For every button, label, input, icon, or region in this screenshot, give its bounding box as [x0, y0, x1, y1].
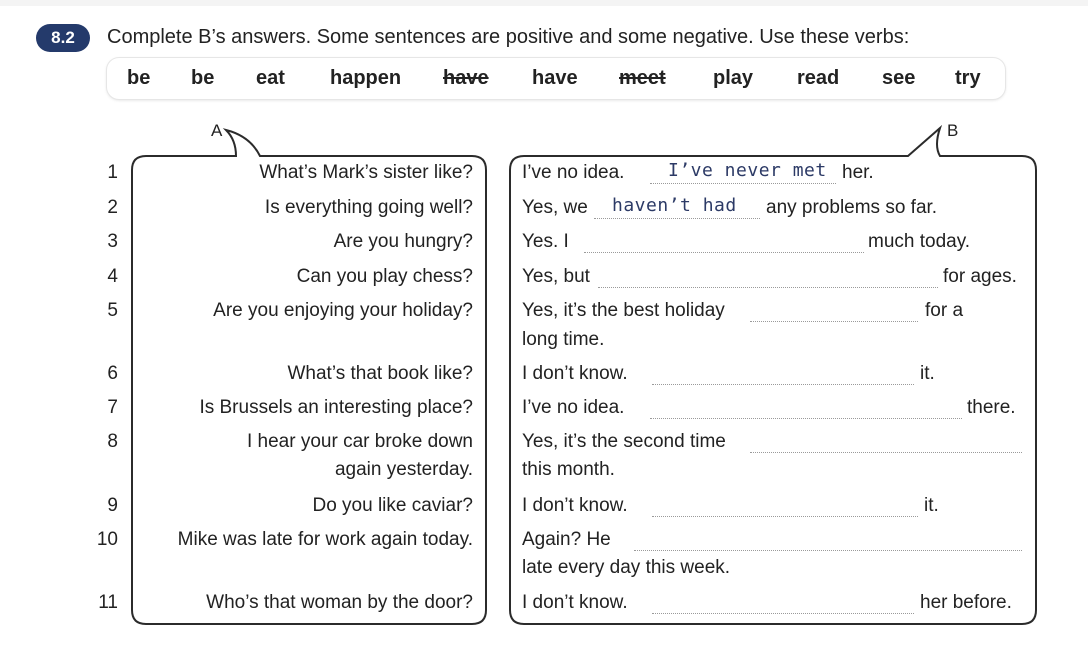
answer-blank	[584, 252, 864, 253]
item-number: 9	[107, 495, 118, 516]
answer-blank	[650, 183, 836, 184]
answer-b-start: Yes, but	[522, 266, 590, 287]
item-number: 11	[98, 592, 118, 613]
answer-blank	[652, 384, 914, 385]
answer-b-end: her before.	[920, 592, 1012, 613]
verb-have: have	[532, 67, 578, 89]
verb-try: try	[955, 67, 981, 89]
answer-blank	[634, 550, 1022, 551]
answer-blank	[750, 321, 918, 322]
item-number: 10	[96, 529, 118, 550]
question-a: Are you enjoying your holiday?	[213, 300, 473, 321]
item-number: 3	[107, 231, 118, 252]
answer-blank	[652, 516, 918, 517]
item-number: 5	[107, 300, 118, 321]
item-number: 8	[107, 431, 118, 452]
answer-b-end: there.	[967, 397, 1016, 418]
answer-b-end: it.	[920, 363, 935, 384]
answer-b-end: for a	[925, 300, 964, 321]
answer-b-start: I don’t know.	[522, 495, 628, 516]
answer-blank	[652, 613, 914, 614]
speaker-b-label: B	[947, 121, 959, 140]
answer-b-line2: long time.	[522, 329, 605, 350]
verb-have-struck: have	[443, 67, 489, 89]
question-a: Do you like caviar?	[312, 495, 473, 516]
item-number: 7	[107, 397, 118, 418]
verb-be-2: be	[191, 67, 215, 89]
answer-b-end: any problems so far.	[766, 197, 938, 218]
speaker-a-label: A	[211, 121, 223, 140]
answer-b-start: I’ve no idea.	[522, 397, 625, 418]
verb-happen: happen	[330, 67, 402, 89]
verb-eat: eat	[256, 67, 285, 89]
handwritten-answer: haven’t had	[612, 195, 737, 216]
question-a: Is everything going well?	[264, 197, 473, 218]
answer-b-end: for ages.	[943, 266, 1017, 287]
item-number: 2	[107, 197, 118, 218]
question-a: Can you play chess?	[296, 266, 473, 287]
answer-b-start: Yes, it’s the second time	[522, 431, 726, 452]
verb-play: play	[713, 67, 754, 89]
exercise-number-badge: 8.2	[36, 24, 90, 52]
answer-b-start: Yes. I	[522, 231, 569, 252]
answer-b-end: much today.	[868, 231, 971, 252]
verb-see: see	[882, 67, 916, 89]
verb-meet-struck: meet	[619, 67, 666, 89]
question-a: Who’s that woman by the door?	[206, 592, 473, 613]
verb-be-1: be	[127, 67, 151, 89]
question-a: Is Brussels an interesting place?	[199, 397, 473, 418]
question-a: What’s that book like?	[287, 363, 473, 384]
handwritten-answer: I’ve never met	[668, 160, 827, 181]
question-a: What’s Mark’s sister like?	[259, 162, 473, 183]
exercise-instruction: Complete B’s answers. Some sentences are positive and some negative. Use these verbs:	[107, 26, 910, 48]
answer-blank	[650, 418, 962, 419]
item-number: 1	[107, 162, 118, 183]
answer-blank	[598, 287, 938, 288]
answer-b-start: I don’t know.	[522, 592, 628, 613]
answer-b-line2: this month.	[522, 459, 615, 480]
answer-b-start: Yes, it’s the best holiday	[522, 300, 725, 321]
answer-b-start: Yes, we	[522, 197, 588, 218]
answer-blank	[750, 452, 1022, 453]
verb-read: read	[797, 67, 840, 89]
question-a: Are you hungry?	[333, 231, 473, 252]
question-a: I hear your car broke down	[246, 431, 473, 452]
answer-b-start: Again? He	[522, 529, 611, 550]
answer-b-end: it.	[924, 495, 939, 516]
item-number: 4	[107, 266, 118, 287]
question-a-line2: again yesterday.	[334, 459, 473, 480]
item-number: 6	[107, 363, 118, 384]
answer-b-end: her.	[842, 162, 874, 183]
answer-b-start: I’ve no idea.	[522, 162, 625, 183]
answer-b-start: I don’t know.	[522, 363, 628, 384]
answer-blank	[594, 218, 760, 219]
question-a: Mike was late for work again today.	[177, 529, 473, 550]
answer-b-line2: late every day this week.	[522, 557, 731, 578]
